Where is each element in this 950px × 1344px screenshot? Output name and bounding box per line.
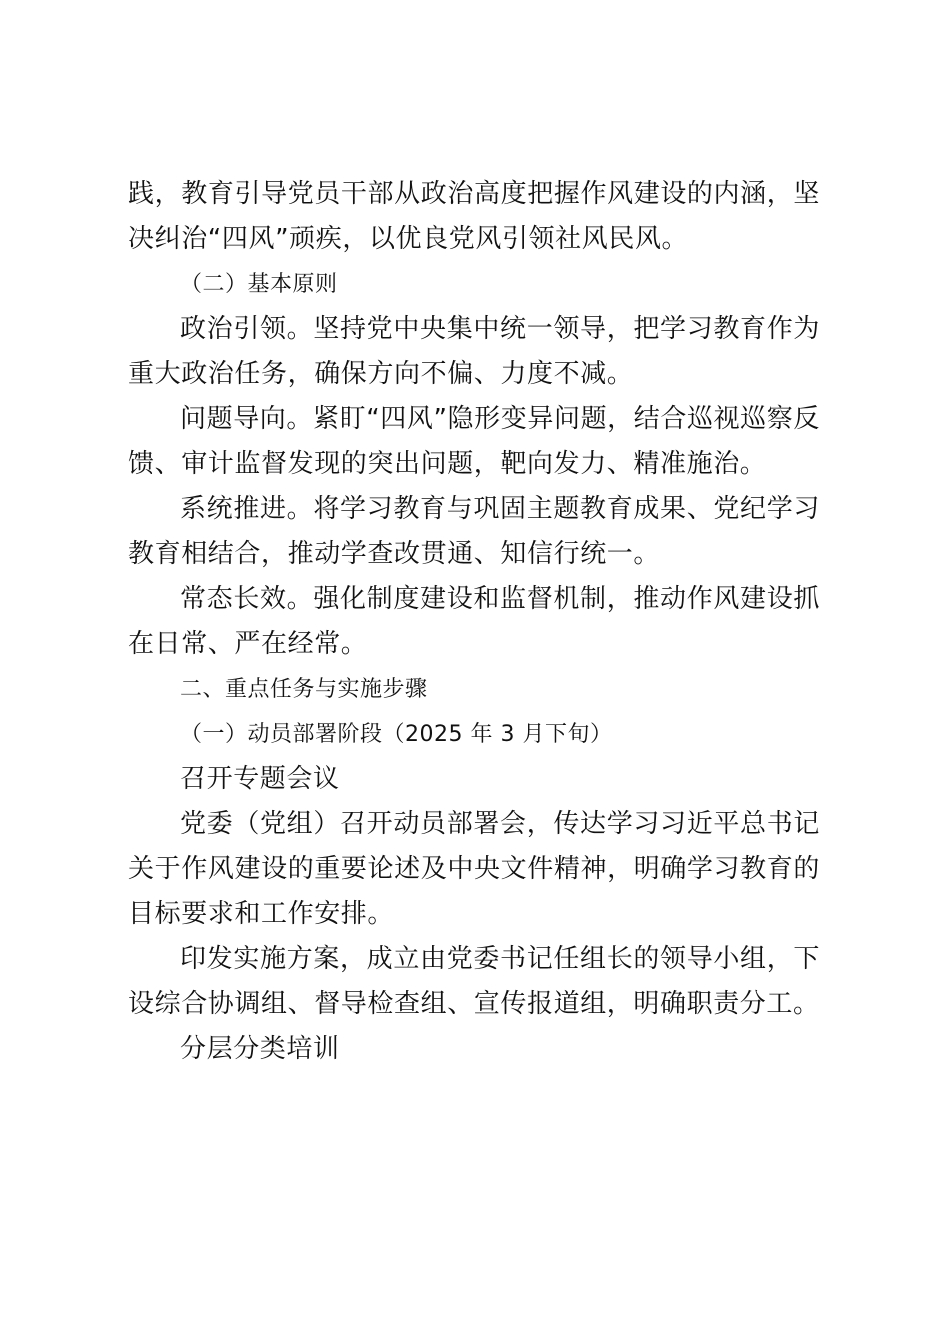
- paragraph-implementation-plan: 印发实施方案，成立由党委书记任组长的领导小组，下设综合协调组、督导检查组、宣传报道组，明确职责分工。: [128, 944, 820, 1019]
- paragraph-special-meeting-title: 召开专题会议: [180, 764, 340, 794]
- subheading-basic-principles: （二）基本原则: [180, 272, 338, 297]
- section-heading-key-tasks: 二、重点任务与实施步骤: [180, 677, 428, 702]
- paragraph-political-leadership: 政治引领。坚持党中央集中统一领导，把学习教育作为重大政治任务，确保方向不偏、力度不减。: [128, 314, 820, 389]
- paragraph-continuation: 践，教育引导党员干部从政治高度把握作风建设的内涵，坚决纠治“四风”顽疾，以优良党风引领社风民风。: [128, 179, 820, 254]
- paragraph-systematic-advance: 系统推进。将学习教育与巩固主题教育成果、党纪学习教育相结合，推动学查改贯通、知信行统一。: [128, 494, 820, 569]
- subheading-mobilization-stage: （一）动员部署阶段（2025 年 3 月下旬）: [180, 722, 613, 747]
- paragraph-layered-training-title: 分层分类培训: [180, 1034, 340, 1064]
- document-body: [128, 172, 820, 1072]
- paragraph-normalized-long-term: 常态长效。强化制度建设和监督机制，推动作风建设抓在日常、严在经常。: [128, 584, 820, 659]
- paragraph-problem-oriented: 问题导向。紧盯“四风”隐形变异问题，结合巡视巡察反馈、审计监督发现的突出问题，靶向发力、精准施治。: [128, 404, 820, 479]
- paragraph-party-committee-meeting: 党委（党组）召开动员部署会，传达学习习近平总书记关于作风建设的重要论述及中央文件精神，明确学习教育的目标要求和工作安排。: [128, 809, 820, 929]
